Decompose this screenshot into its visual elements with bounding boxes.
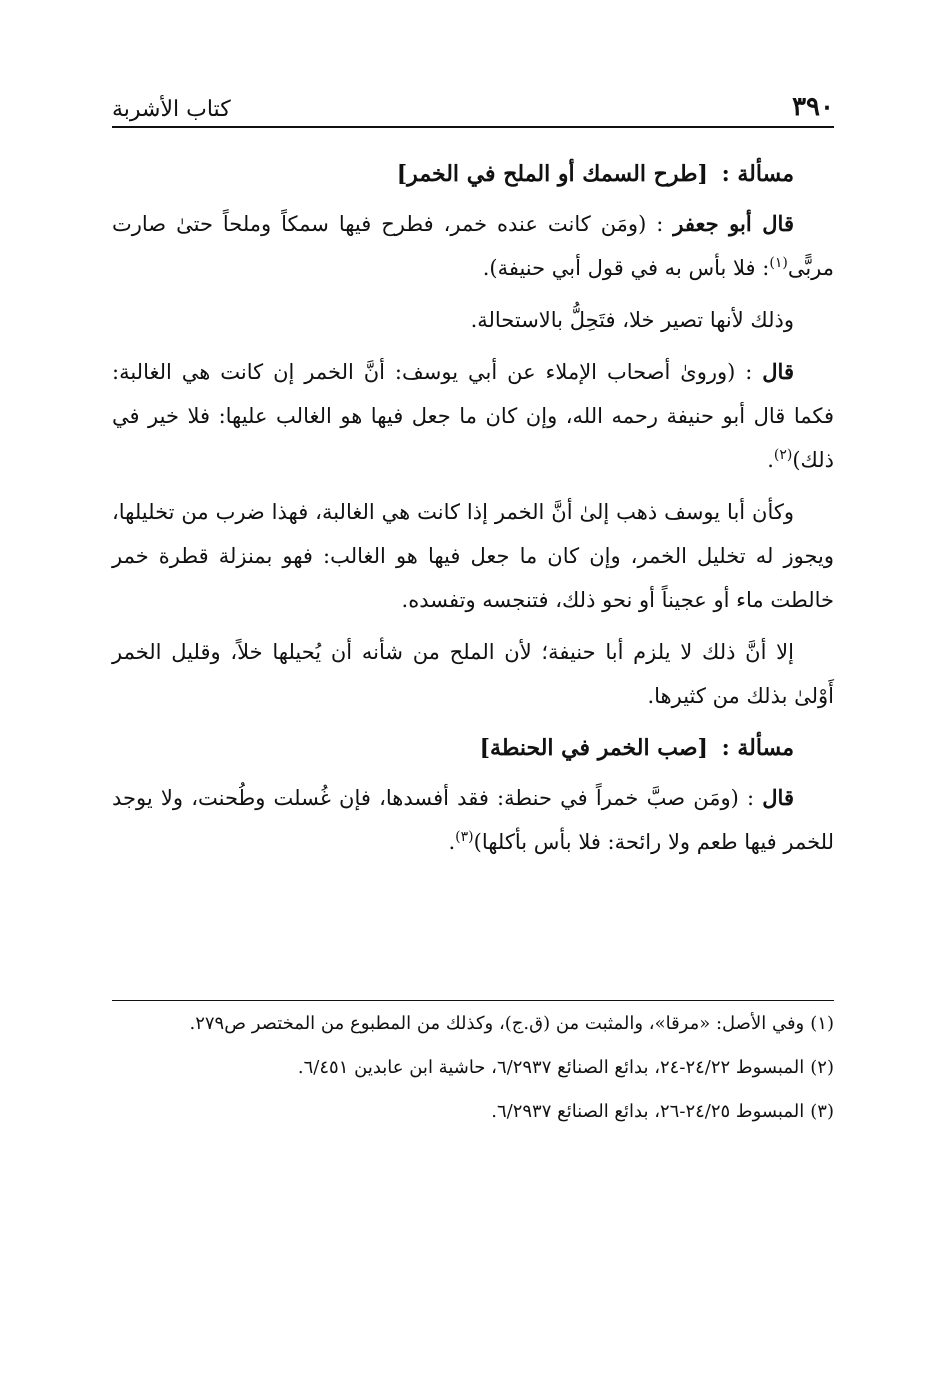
footnote-ref[interactable]: (١) xyxy=(769,255,788,271)
heading-title: [صب الخمر في الحنطة] xyxy=(479,735,708,761)
section-heading xyxy=(112,152,834,196)
footnote-text: وفي الأصل: «مرقا»، والمثبت من (ق.ج)، وكذلك من المطبوع من المختصر ص٢٧٩. xyxy=(189,1013,805,1034)
speaker-label: قال xyxy=(762,359,794,384)
footnotes xyxy=(112,1000,834,1139)
heading-label: مسألة : xyxy=(721,161,794,187)
footnote-text: المبسوط ٢٤/٢٥-٢٦، بدائع الصنائع ٦/٢٩٣٧. xyxy=(491,1101,805,1122)
speaker-label: قال أبو جعفر xyxy=(673,211,794,236)
paragraph xyxy=(112,350,834,482)
footnote xyxy=(112,1051,834,1085)
page-header xyxy=(112,78,834,128)
speaker-label: قال xyxy=(762,785,794,810)
paragraph: وكأن أبا يوسف ذهب إلىٰ أنَّ الخمر إذا كانت هي الغالبة، فهذا ضرب من تخليلها، ويجوز له تخليل الخمر، وإن كان ما جعل فيها هو الغالب: فهو بمنزلة قطرة خمر خالطت ماء أو عجيناً أو نحو ذلك، فتنجسه وتفسده. xyxy=(112,500,834,612)
footnote-number: (١) xyxy=(810,1013,834,1034)
paragraph-text: : فلا بأس به في قول أبي حنيفة). xyxy=(482,256,770,280)
footnote xyxy=(112,1007,834,1041)
paragraph: وذلك لأنها تصير خلا، فتَحِلُّ بالاستحالة. xyxy=(470,308,794,332)
page-number: ٣٩٠ xyxy=(792,92,834,122)
paragraph-text: : (وروىٰ أصحاب الإملاء عن أبي يوسف: أنَّ الخمر إن كانت هي الغالبة: فكما قال أبو حنيفة رحمه الله، وإن كان ما جعل فيها هو الغالب عليها: فلا خير في ذلك) xyxy=(112,360,834,472)
paragraph-text: . xyxy=(767,448,774,472)
heading-title: [طرح السمك أو الملح في الخمر] xyxy=(396,161,708,187)
paragraph-text: : (ومَن صبَّ خمراً في حنطة: فقد أفسدها، فإن غُسلت وطُحنت، ولا يوجد للخمر فيها طعم ولا رائحة: فلا بأس بأكلها) xyxy=(112,786,834,854)
paragraph: إلا أنَّ ذلك لا يلزم أبا حنيفة؛ لأن الملح من شأنه أن يُحيلها خلاً، وقليل الخمر أَوْلىٰ بذلك من كثيرها. xyxy=(112,640,834,708)
page xyxy=(112,78,834,872)
footnote-ref[interactable]: (٣) xyxy=(455,829,474,845)
footnote-ref[interactable]: (٢) xyxy=(773,447,793,463)
paragraph xyxy=(112,202,834,290)
paragraph-text: . xyxy=(448,830,456,854)
footnote-text: المبسوط ٢٤/٢٢-٢٤، بدائع الصنائع ٦/٢٩٣٧، حاشية ابن عابدين ٦/٤٥١. xyxy=(297,1057,805,1078)
heading-label: مسألة : xyxy=(721,735,794,761)
paragraph-text: : (ومَن كانت عنده خمر، فطرح فيها سمكاً وملحاً حتىٰ صارت مربًّى xyxy=(112,212,834,280)
footnote-number: (٢) xyxy=(810,1057,834,1078)
footnote-number: (٣) xyxy=(810,1101,834,1122)
main-text xyxy=(112,152,834,864)
paragraph xyxy=(112,776,834,864)
running-title: كتاب الأشربة xyxy=(112,97,231,122)
footnote xyxy=(112,1095,834,1129)
section-heading xyxy=(112,726,834,770)
